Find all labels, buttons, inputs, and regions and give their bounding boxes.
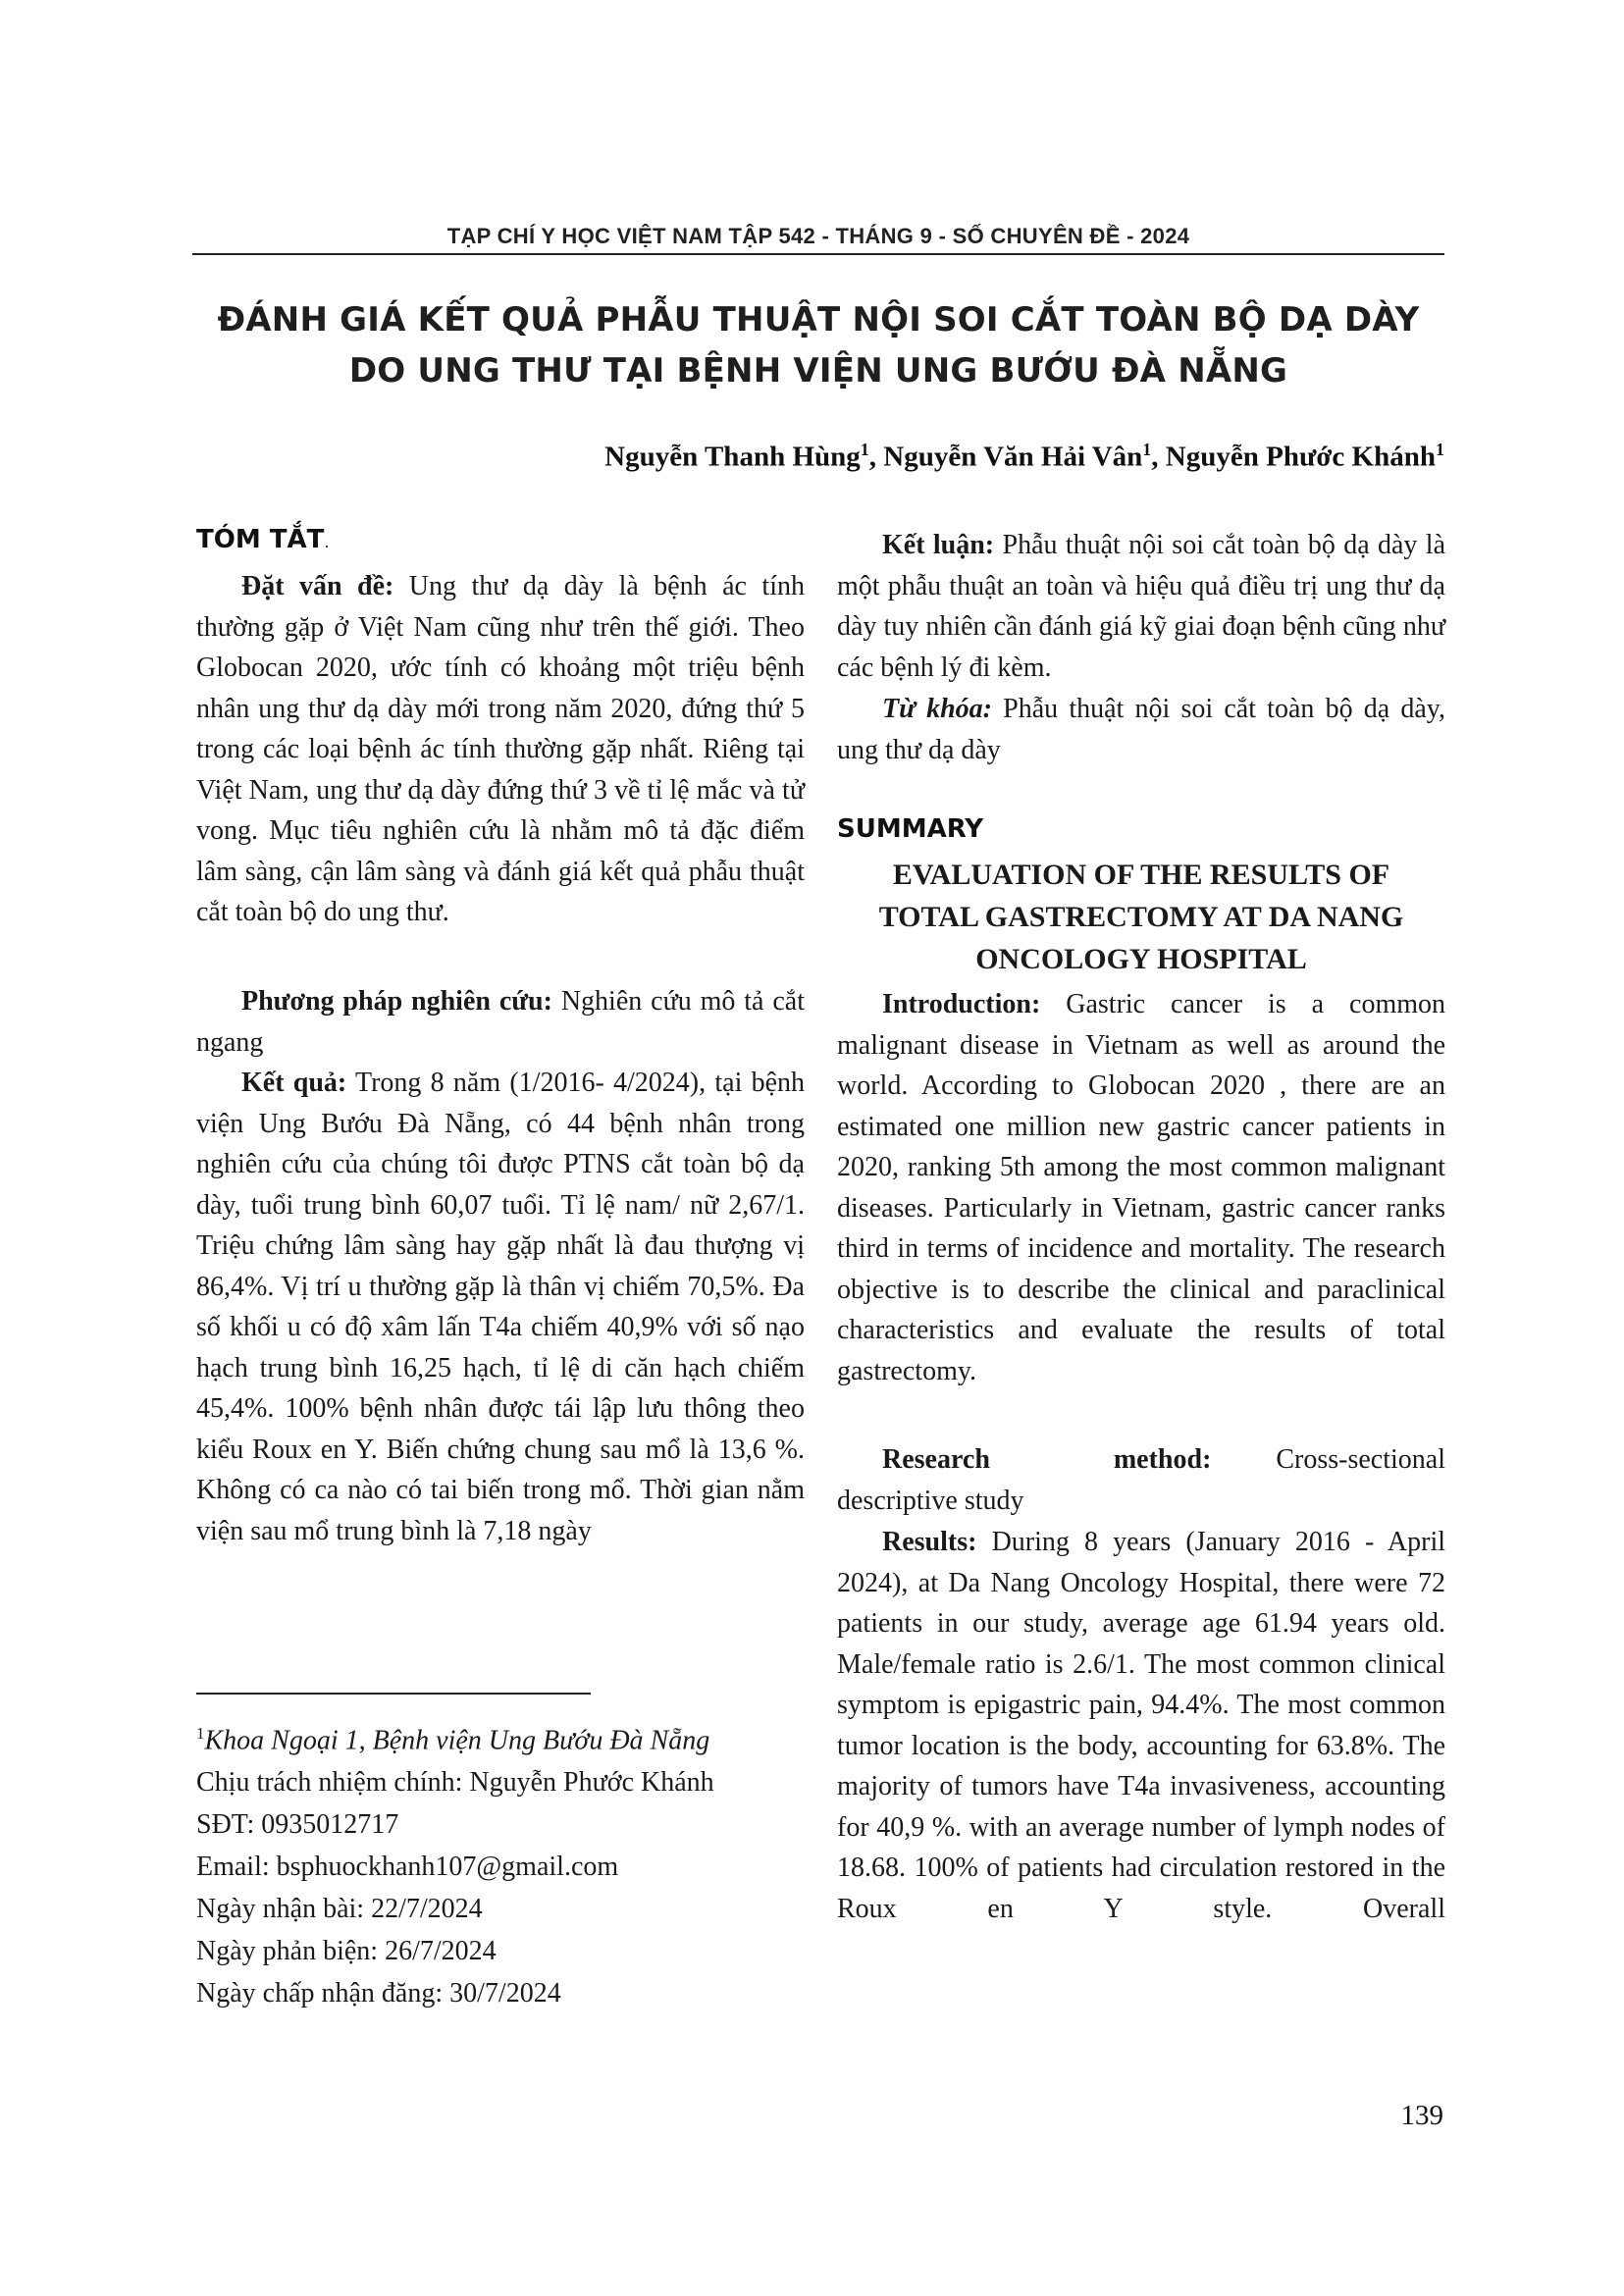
vi-keywords-label: Từ khóa: [882,694,992,724]
vi-abstract-heading-dot: . [324,533,330,551]
en-method-label: Research method: [882,1444,1212,1475]
footnote-affiliation [196,1712,824,1761]
vi-conclusion-paragraph [837,525,1445,688]
en-method-paragraph [837,1439,1445,1521]
vi-abstract-heading [196,525,329,554]
vi-results-label: Kết quả: [241,1068,347,1098]
author-affiliation-mark: 1 [1436,440,1444,459]
author-list [604,440,1444,474]
vi-method-text: Nghiên cứu mô tả cắt ngang [196,986,805,1058]
vi-conclusion-label: Kết luận: [882,530,995,560]
footnote-corresponding-author: Chịu trách nhiệm chính: Nguyễn Phước Khánh [196,1767,714,1799]
running-header: TẠP CHÍ Y HỌC VIỆT NAM TẬP 542 - THÁNG 9 - SỐ CHUYÊN ĐỀ - 2024 [446,224,1190,248]
en-introduction-paragraph [837,984,1445,1391]
author-name: Nguyễn Thanh Hùng [604,441,861,473]
vi-results-paragraph [196,1063,805,1551]
en-article-title [837,854,1445,980]
footnote-phone: SĐT: 0935012717 [196,1809,399,1841]
vi-keywords-paragraph [837,689,1445,770]
vi-results-text: Trong 8 năm (1/2016- 4/2024), tại bệnh viện Ung Bướu Đà Nẵng, có 44 bệnh nhân trong nghiên cứu của chúng tôi được PTNS cắt toàn bộ dạ dày, tuổi trung bình 60,07 tuổi. Tỉ lệ nam/ nữ 2,67/1. Triệu chứng lâm sàng hay gặp nhất là đau thượng vị 86,4%. Vị trí u thường gặp là thân vị chiếm 70,5%. Đa số khối u có độ xâm lấn T4a chiếm 40,9% với số nạo hạch trung bình 16,25 hạch, tỉ lệ di căn hạch chiếm 45,4%. 100% bệnh nhân được tái lập lưu thông theo kiểu Roux en Y. Biến chứng chung sau mổ là 13,6 %. Không có ca nào có tai biến trong mổ. Thời gian nằm viện sau mổ trung bình là 7,18 ngày [196,1068,806,1546]
footnote-affiliation-mark: 1 [196,1724,205,1743]
author-affiliation-mark: 1 [1142,440,1152,459]
en-method-text: Cross-sectional descriptive study [837,1444,1445,1516]
en-results-text: During 8 years (January 2016 - April 2024), at Da Nang Oncology Hospital, there were 72 patients in our study, average age 61.94 years old. Male/female ratio is 2.6/1. The most common clinical symptom is epigastric pain, 94.4%. The most common tumor location is the body, accounting for 63.8%. The majority of tumors have T4a invasiveness, accounting for 40,9 %. with an average number of lymph nodes of 18.68. 100% of patients had circulation restored in the Roux en Y style. Overall [837,1527,1445,1924]
footnote-accepted-date: Ngày chấp nhận đăng: 30/7/2024 [196,1978,561,2009]
vi-method-label: Phương pháp nghiên cứu: [241,986,552,1017]
author-affiliation-mark: 1 [860,440,869,459]
header-rule [192,253,1444,255]
vi-abstract-heading-text: TÓM TẮT [196,525,325,554]
en-results-paragraph [837,1522,1445,1929]
footnotes [196,1712,824,2014]
footnote-review-date: Ngày phản biện: 26/7/2024 [196,1936,497,1967]
article-title-line-1: ĐÁNH GIÁ KẾT QUẢ PHẪU THUẬT NỘI SOI CẮT TOÀN BỘ DẠ DÀY [217,300,1420,339]
author-name: Nguyễn Phước Khánh [1165,441,1436,473]
en-introduction-text: Gastric cancer is a common malignant disease in Vietnam as well as around the world. According to Globocan 2020 , there are an estimated one million new gastric cancer patients in 2020, ranking 5th among the most common malignant diseases. Particularly in Vietnam, gastric cancer ranks third in terms of incidence and mortality. The research objective is to describe the clinical and paraclinical characteristics and evaluate the results of total gastrectomy. [837,989,1445,1386]
vi-background-label: Đặt vấn đề: [241,571,394,601]
en-introduction-label: Introduction: [882,989,1041,1019]
page-number: 139 [1400,2100,1443,2131]
footnote-rule [196,1693,591,1695]
en-summary-heading: SUMMARY [837,814,984,844]
article-title-line-2: DO UNG THƯ TẠI BỆNH VIỆN UNG BƯỚU ĐÀ NẴNG [348,351,1288,391]
author-separator: , [868,441,884,473]
en-title-line-3: ONCOLOGY HOSPITAL [975,943,1307,975]
vi-method-paragraph [196,981,805,1063]
author-separator: , [1151,441,1166,473]
footnote-affiliation-text: Khoa Ngoại 1, Bệnh viện Ung Bướu Đà Nẵng [204,1725,710,1756]
vi-background-paragraph [196,566,805,933]
footnote-email: Email: bsphuockhanh107@gmail.com [196,1852,619,1883]
footnote-received-date: Ngày nhận bài: 22/7/2024 [196,1894,483,1925]
en-title-line-2: TOTAL GASTRECTOMY AT DA NANG [878,901,1404,933]
author-name: Nguyễn Văn Hải Vân [883,441,1143,473]
vi-keywords-text: Phẫu thuật nội soi cắt toàn bộ dạ dày, ung thư dạ dày [837,694,1445,765]
en-title-line-1: EVALUATION OF THE RESULTS OF [892,859,1390,891]
article-title [192,294,1444,396]
vi-background-text: Ung thư dạ dày là bệnh ác tính thường gặp ở Việt Nam cũng như trên thế giới. Theo Globocan 2020, ước tính có khoảng một triệu bệnh nhân ung thư dạ dày mới trong năm 2020, đứng thứ 5 trong các loại bệnh ác tính thường gặp nhất. Riêng tại Việt Nam, ung thư dạ dày đứng thứ 3 về tỉ lệ mắc và tử vong. Mục tiêu nghiên cứu là nhằm mô tả đặc điểm lâm sàng, cận lâm sàng và đánh giá kết quả phẫu thuật cắt toàn bộ do ung thư. [196,571,805,927]
vi-conclusion-text: Phẫu thuật nội soi cắt toàn bộ dạ dày là một phẫu thuật an toàn và hiệu quả điều trị ung thư dạ dày tuy nhiên cần đánh giá kỹ giai đoạn bệnh cũng như các bệnh lý đi kèm. [837,530,1445,683]
en-results-label: Results: [882,1527,977,1557]
